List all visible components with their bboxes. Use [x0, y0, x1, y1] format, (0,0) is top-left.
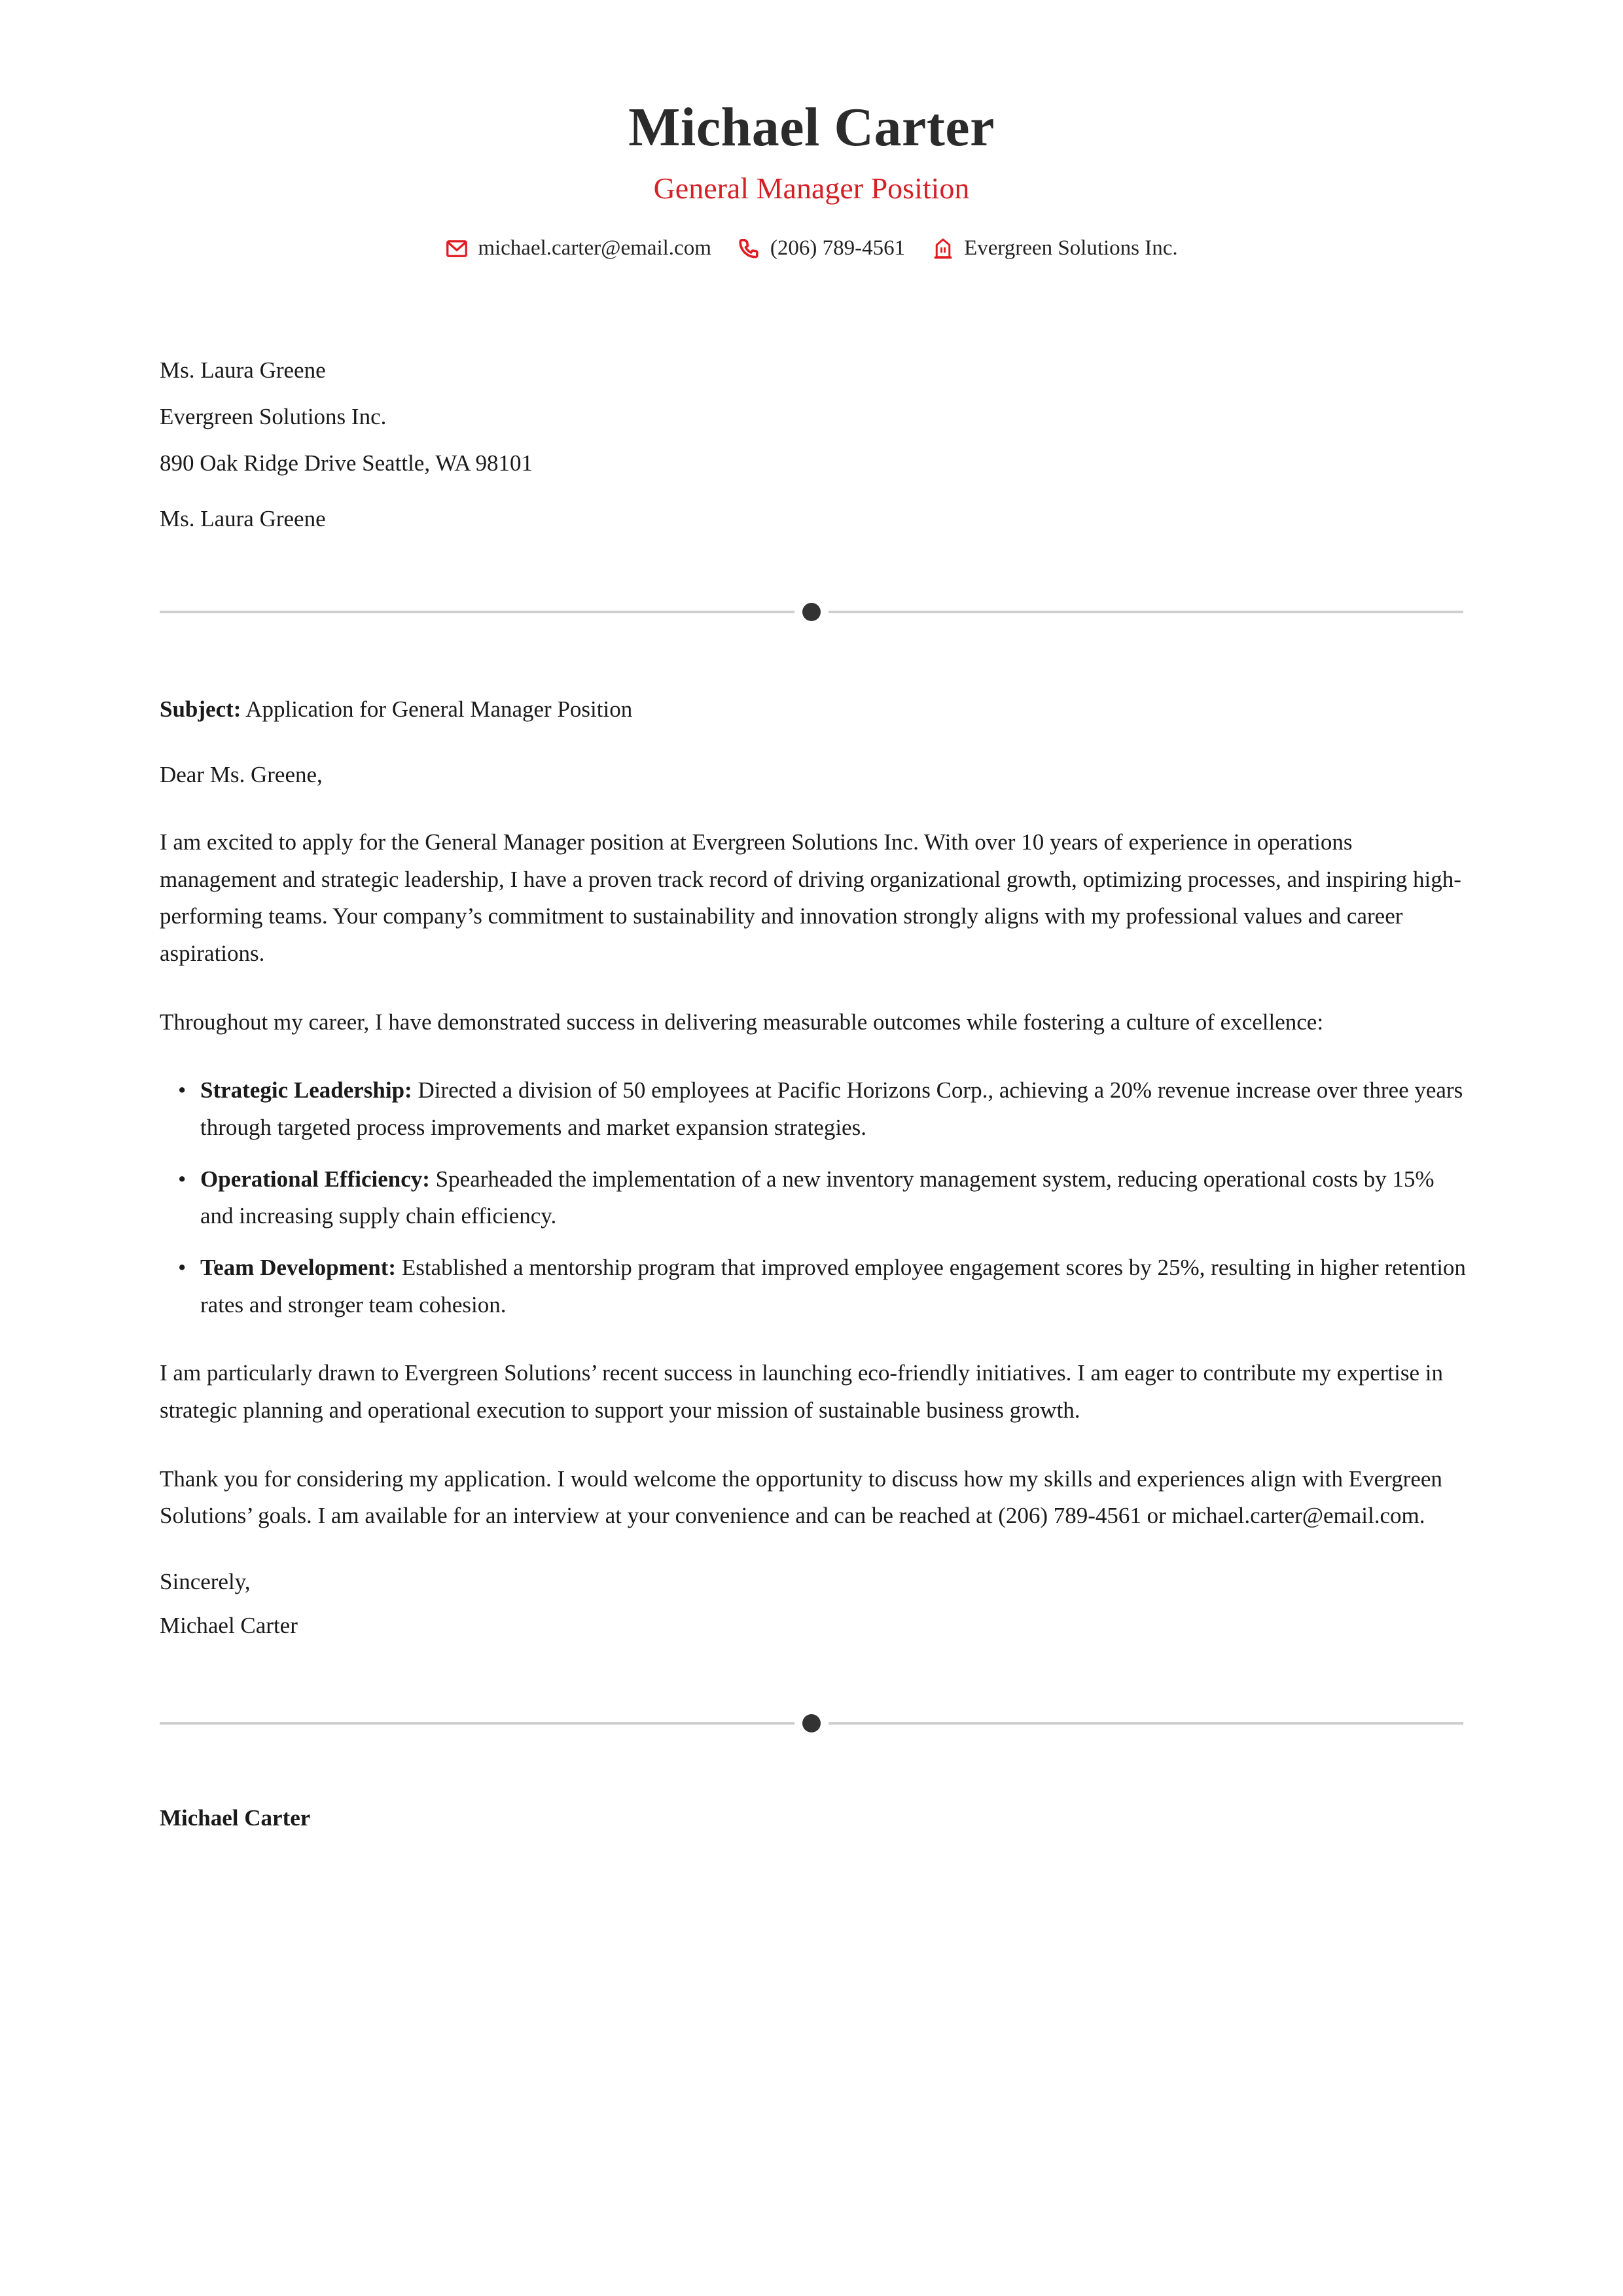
achievement-text: Spearheaded the implementation of a new inventory management system, reducing operational costs by 15% and increasing supply chain efficiency.: [200, 1166, 1435, 1229]
divider-dot: [802, 603, 821, 621]
divider-top: [157, 602, 1466, 622]
contact-row: [157, 236, 1466, 260]
signature-name: Michael Carter: [160, 1613, 298, 1639]
page-title: Michael Carter: [628, 97, 995, 158]
contact-company-value: Evergreen Solutions Inc.: [964, 236, 1178, 260]
phone-icon: [738, 237, 761, 260]
achievement-text: Directed a division of 50 employees at Pacific Horizons Corp., achieving a 20% revenue increase over three years through targeted process improvements and market expansion strategies.: [200, 1077, 1463, 1140]
paragraph-intro: I am excited to apply for the General Manager position at Evergreen Solutions Inc. With over 10 years of experience in operations management and strategic leadership, I have a proven track record of driving organizational growth, optimizing processes, and inspiring high-performing teams. Your company’s commitment to sustainability and innovation strongly aligns with my professional values and career aspirations.: [160, 829, 1461, 966]
subject-label: Subject:: [160, 696, 241, 723]
recipient-block: [157, 359, 1466, 530]
contact-company[interactable]: [931, 236, 1178, 260]
list-item: [160, 1249, 1466, 1323]
footer-name: Michael Carter: [160, 1804, 311, 1831]
divider-dot: [802, 1714, 821, 1732]
contact-phone-value: (206) 789-4561: [770, 236, 906, 260]
achievements-list: [160, 1072, 1466, 1323]
letter-header: [157, 98, 1466, 260]
paragraph-closing: Thank you for considering my application. I would welcome the opportunity to discuss how my skills and experiences align with Evergreen Solutions’ goals. I am available for an interview at your convenience and can be reached at (206) 789-4561 or michael.carter@email.com.: [160, 1465, 1442, 1529]
signoff-block: [160, 1566, 1466, 1641]
salutation: Dear Ms. Greene,: [160, 761, 323, 787]
list-item: [160, 1161, 1466, 1235]
achievement-lead: Team Development:: [200, 1255, 397, 1280]
recipient-address: 890 Oak Ridge Drive Seattle, WA 98101: [160, 450, 533, 476]
subject-value: Application for General Manager Position: [245, 696, 633, 723]
achievement-lead: Strategic Leadership:: [200, 1077, 412, 1103]
recipient-attention: Ms. Laura Greene: [160, 506, 326, 532]
achievement-lead: Operational Efficiency:: [200, 1166, 430, 1192]
contact-email-value: michael.carter@email.com: [478, 236, 711, 260]
letter-body: [157, 694, 1466, 1641]
divider-bottom: [157, 1713, 1466, 1733]
recipient-name: Ms. Laura Greene: [160, 357, 326, 384]
achievement-text: Established a mentorship program that improved employee engagement scores by 25%, resulting in higher retention rates and stronger team cohesion.: [200, 1255, 1466, 1318]
page-content: [157, 0, 1466, 1831]
building-icon: [931, 237, 955, 260]
subject-line: [160, 694, 1466, 725]
closing-salutation: Sincerely,: [160, 1569, 251, 1595]
contact-email[interactable]: [445, 236, 711, 260]
recipient-company: Evergreen Solutions Inc.: [160, 404, 387, 430]
paragraph-achievements-intro: Throughout my career, I have demonstrated success in delivering measurable outcomes while fostering a culture of excellence:: [160, 1009, 1324, 1035]
paragraph-motivation: I am particularly drawn to Evergreen Solutions’ recent success in launching eco-friendly initiatives. I am eager to contribute my expertise in strategic planning and operational execution to support your mission of sustainable business growth.: [160, 1360, 1443, 1424]
contact-phone[interactable]: [738, 236, 905, 260]
envelope-icon: [445, 237, 469, 260]
position-subtitle: General Manager Position: [653, 171, 970, 205]
list-item: [160, 1072, 1466, 1146]
